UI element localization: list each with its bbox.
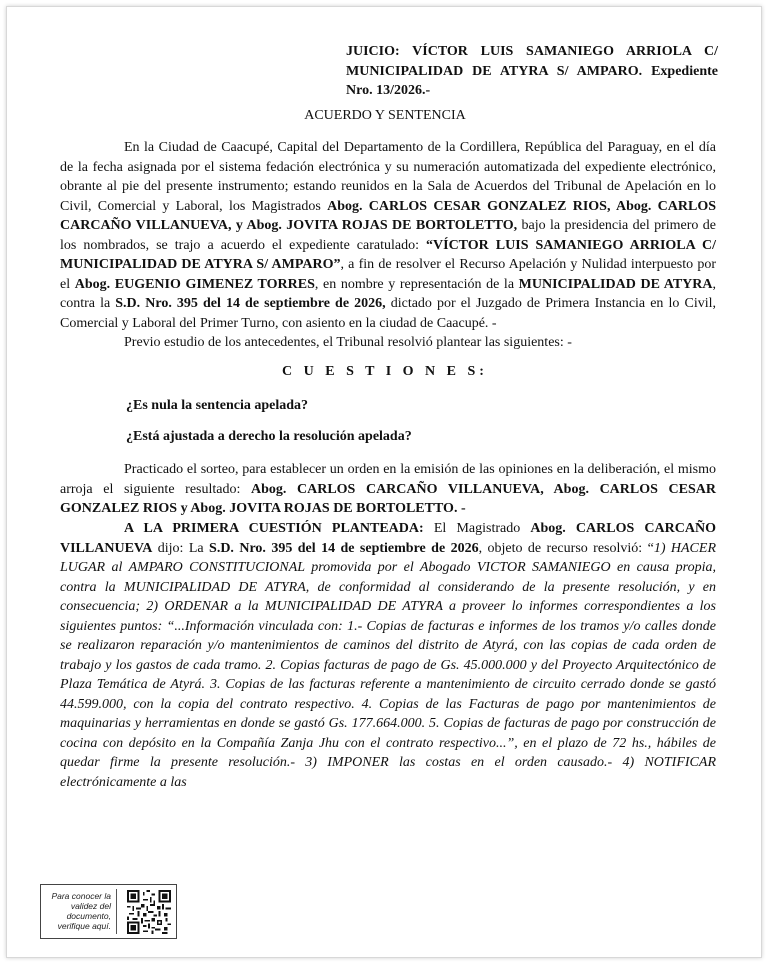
verification-box	[40, 884, 177, 939]
document-title: ACUERDO Y SENTENCIA	[304, 108, 466, 123]
verification-text: Para conocer la validez del documento, verifique aquí.	[51, 891, 111, 931]
draw-paragraph: Practicado el sorteo, para establecer un orden en la emisión de las opiniones en la deliberación, el mismo arroja el siguiente resultado: Abog. CARLOS CARCAÑO VILLANUEVA, Abog. CARLOS CESAR GONZALEZ RIOS y Abog. JOVITA ROJAS DE BORTOLETTO. -	[60, 462, 716, 516]
qr-code-icon[interactable]	[127, 890, 171, 934]
question-2: ¿Está ajustada a derecho la resolución apelada?	[126, 429, 412, 444]
opening-paragraph: En la Ciudad de Caacupé, Capital del Departamento de la Cordillera, República del Paraguay, en el día de la fecha asignada por el sistema fedación electrónica y su numeración automatizada del expediente electrónico, obrante al pie del presente instrumento; estando reunidos en la Sala de Acuerdos del Tribunal de Apelación en lo Civil, Comercial y Laboral, los Magistrados Abog. CARLOS CESAR GONZALEZ RIOS, Abog. CARLOS CARCAÑO VILLANUEVA, y Abog. JOVITA ROJAS DE BORTOLETTO, bajo la presidencia del primero de los nombrados, se trajo a acuerdo el expediente caratulado: “VÍCTOR LUIS SAMANIEGO ARRIOLA C/ MUNICIPALIDAD DE ATYRA S/ AMPARO”, a fin de resolver el Recurso Apelación y Nulidad interpuesto por el Abog. EUGENIO GIMENEZ TORRES, en nombre y representación de la MUNICIPALIDAD DE ATYRA, contra la S.D. Nro. 395 del 14 de septiembre de 2026, dictado por el Juzgado de Primera Instancia en lo Civil, Comercial y Laboral del Primer Turno, con asiento en la ciudad de Caacupé. -	[60, 140, 717, 331]
verification-divider	[116, 889, 117, 934]
first-question-paragraph: A LA PRIMERA CUESTIÓN PLANTEADA: El Magistrado Abog. CARLOS CARCAÑO VILLANUEVA dijo: La S.D. Nro. 395 del 14 de septiembre de 2026, objeto de recurso resolvió: “1) HACER LUGAR al AMPARO CONSTITUCIONAL promovida por el Abogado VICTOR SAMANIEGO en causa propia, contra la MUNICIPALIDAD DE ATYRA, de conformidad al considerando de la presente resolución, y en consecuencia; 2) ORDENAR a la MUNICIPALIDAD DE ATYRA a proveer lo informes correspondientes a los siguientes puntos: “...Información vinculada con: 1.- Copias de facturas e informes de los tramos y/o calles donde se realizaron reparación y/o mantenimientos de caminos del distrito de Atyrá, con las copias de cada orden de trabajo y los gastos de cada tramo. 2. Copias facturas de pago de Gs. 45.000.000 y del Proyecto Arquitectónico de Plaza Temática de Atyrá. 3. Copias de las facturas referente a mantenimiento de circuito cerrado donde se gastó 44.599.000, con la copia del contrato respectivo. 4. Copias de las Facturas de pago por mantenimientos de maquinarias y herramientas en donde se gastó Gs. 177.664.000. 5. Copias de facturas de pago por construcción de cocina con depósito en la Compañía Zanja Jhu con el contrato respectivo...”, en el plazo de 72 hs., hábiles de quedar firme la presente resolución.- 3) IMPONER las costas en el orden causado.- 4) NOTIFICAR electrónicamente a las	[60, 521, 716, 790]
case-heading: JUICIO: VÍCTOR LUIS SAMANIEGO ARRIOLA C/ MUNICIPALIDAD DE ATYRA S/ AMPARO. Expediente Nro. 13/2026.-	[346, 44, 718, 98]
study-paragraph: Previo estudio de los antecedentes, el Tribunal resolvió plantear las siguientes: -	[124, 335, 572, 350]
question-1: ¿Es nula la sentencia apelada?	[126, 398, 309, 413]
cuestiones-heading: C U E S T I O N E S:	[282, 364, 488, 379]
